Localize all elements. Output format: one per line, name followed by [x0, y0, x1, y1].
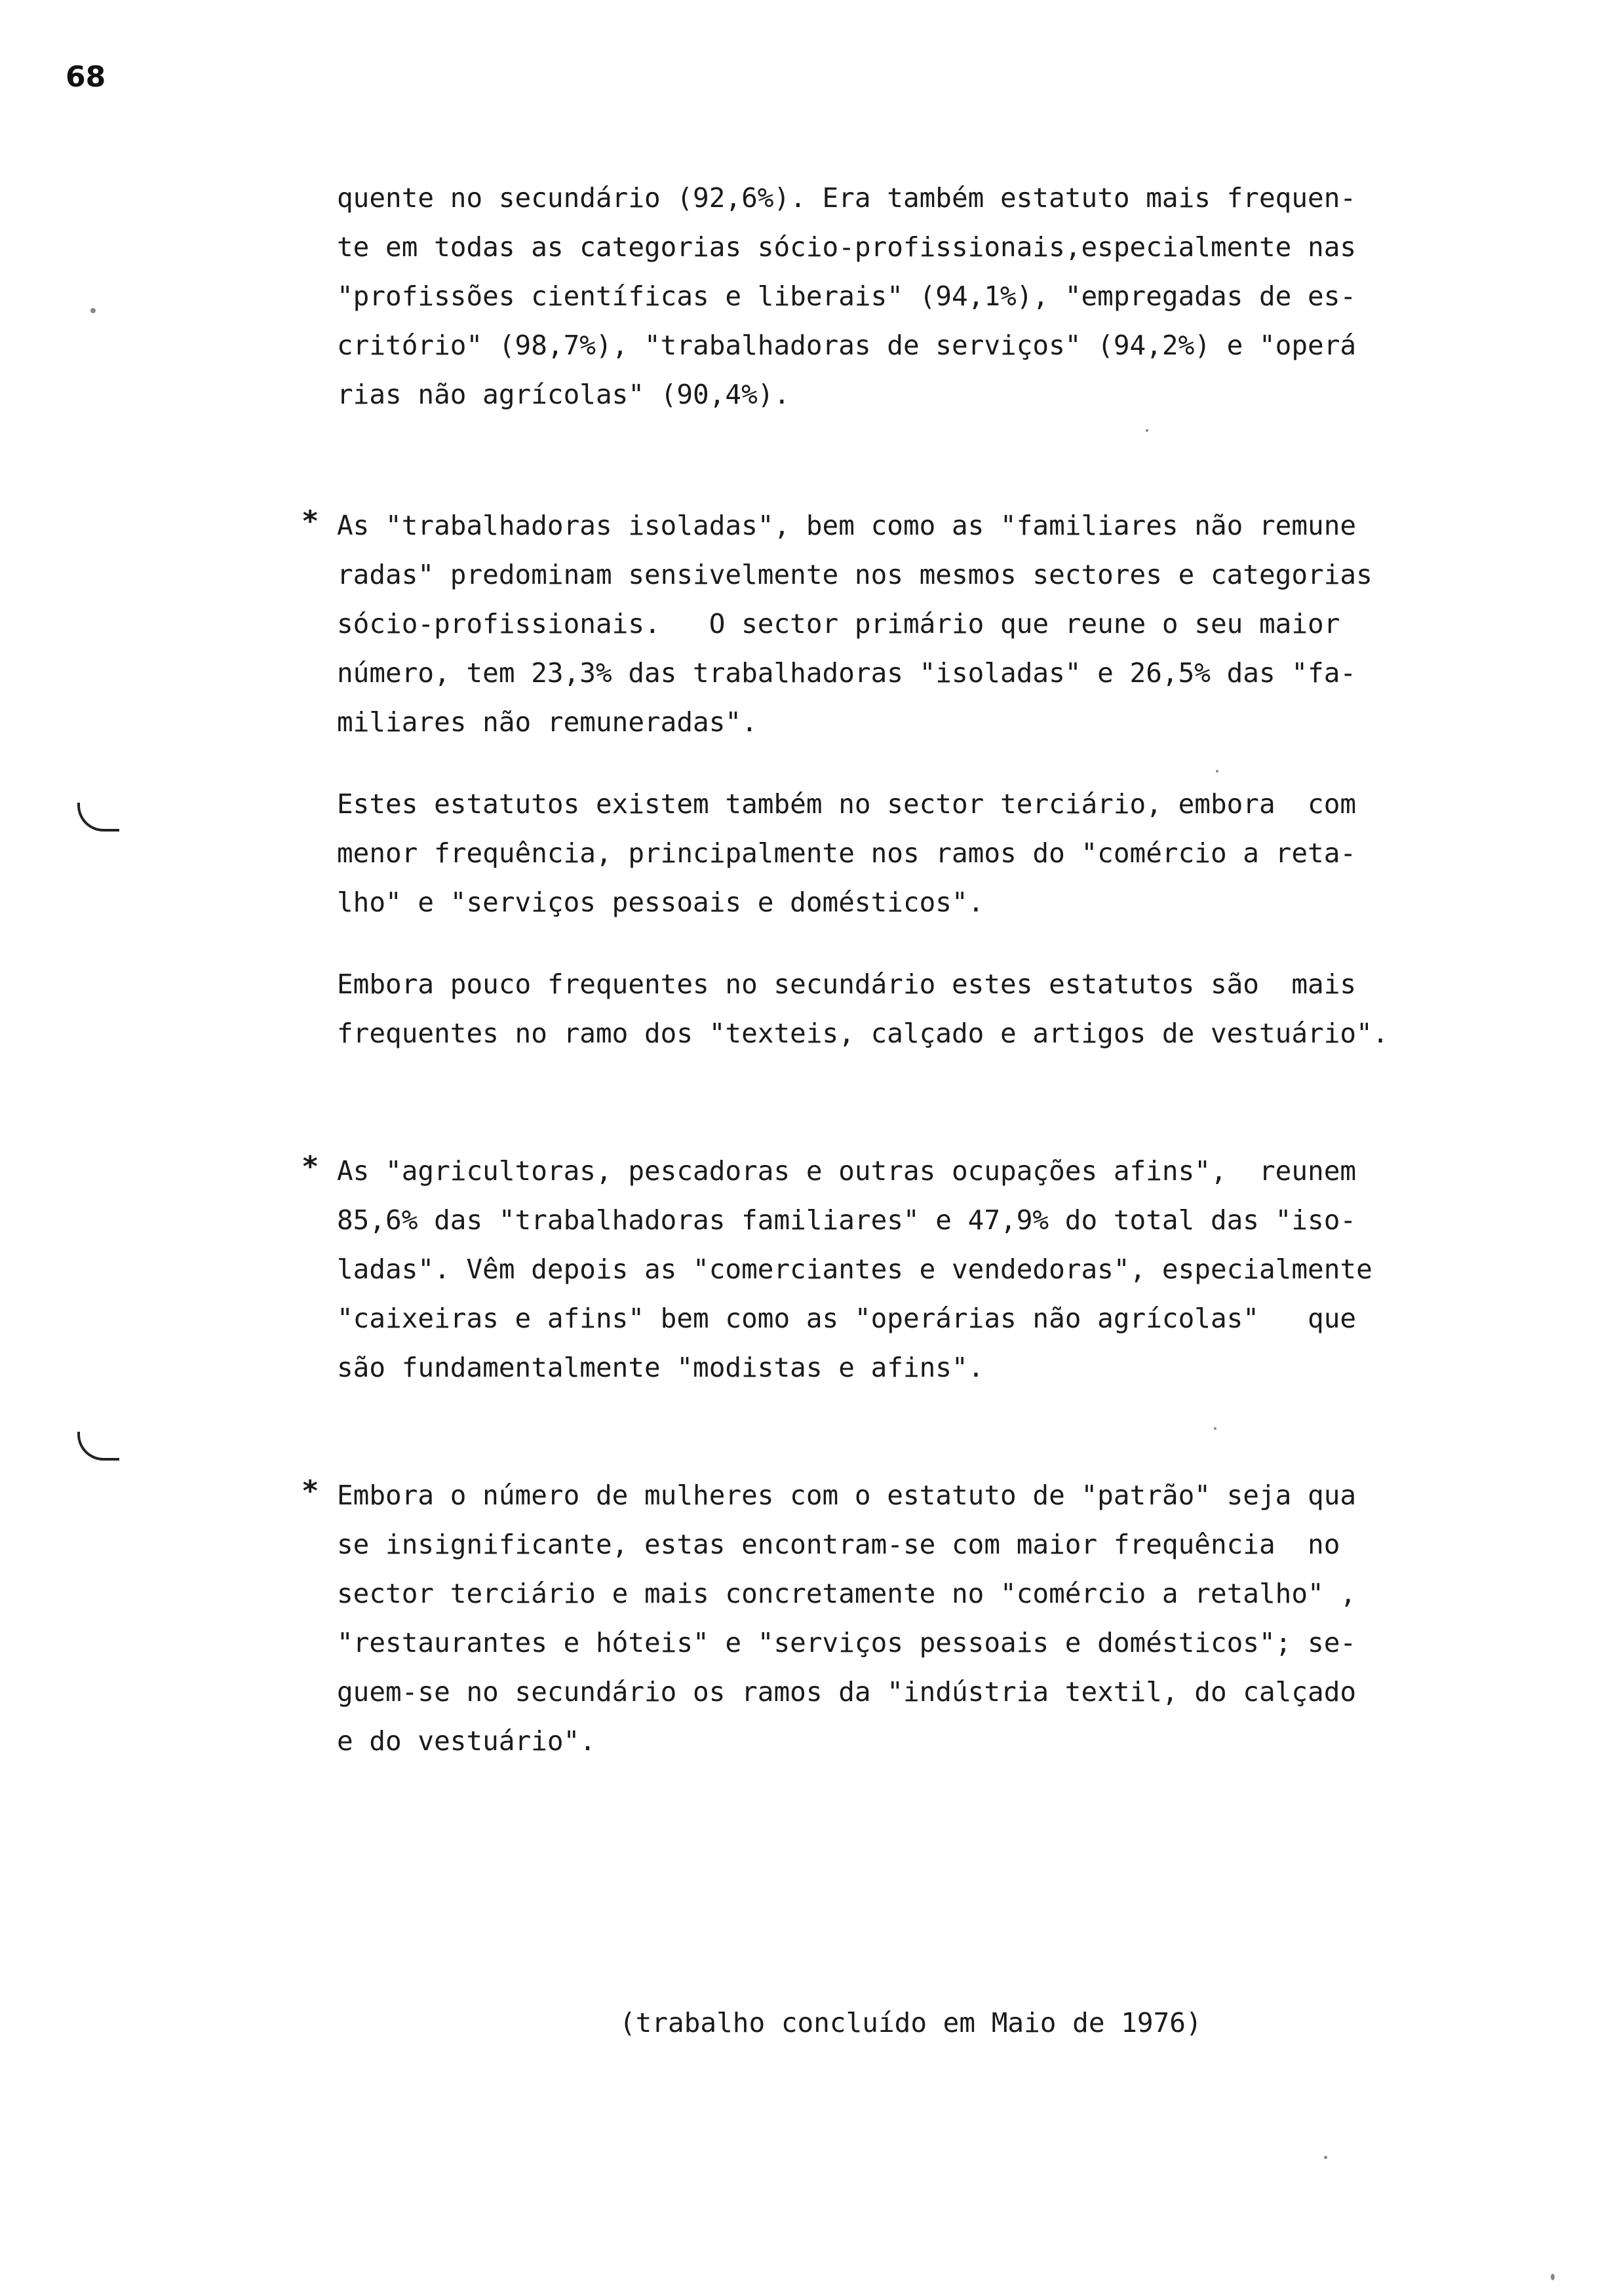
- binding-mark: [77, 1432, 119, 1461]
- text-line: As "trabalhadoras isoladas", bem como as "familiares não remune: [337, 510, 1357, 541]
- scan-speck: [1146, 429, 1148, 432]
- paragraph-agricultural-workers: [337, 1147, 1399, 1392]
- scan-speck: [1551, 2274, 1555, 2280]
- scan-speck: [1214, 1427, 1216, 1430]
- text-line: ladas". Vêm depois as "comerciantes e vendedoras", especialmente: [337, 1253, 1372, 1285]
- text-line: lho" e "serviços pessoais e domésticos".: [337, 887, 984, 918]
- text-line: sócio-profissionais. O sector primário que reune o seu maior: [337, 608, 1340, 640]
- text-line: menor frequência, principalmente nos ramos do "comércio a reta-: [337, 837, 1357, 869]
- text-line: quente no secundário (92,6%). Era também estatuto mais frequen-: [337, 182, 1357, 214]
- text-line: e do vestuário".: [337, 1725, 596, 1757]
- text-line: Estes estatutos existem também no sector terciário, embora com: [337, 788, 1357, 820]
- text-line: critório" (98,7%), "trabalhadoras de serviços" (94,2%) e "operá: [337, 330, 1357, 361]
- bullet-asterisk: *: [302, 505, 319, 538]
- text-line: número, tem 23,3% das trabalhadoras "isoladas" e 26,5% das "fa-: [337, 657, 1357, 689]
- paragraph-isolated-workers: [337, 501, 1399, 747]
- text-line: são fundamentalmente "modistas e afins".: [337, 1352, 984, 1383]
- scan-speck: [90, 308, 96, 313]
- scan-speck: [1216, 770, 1218, 773]
- text-line: 85,6% das "trabalhadoras familiares" e 47,9% do total das "iso-: [337, 1204, 1357, 1236]
- text-line: "profissões científicas e liberais" (94,1%), "empregadas de es-: [337, 280, 1357, 312]
- bullet-asterisk: *: [302, 1474, 319, 1508]
- text-line: sector terciário e mais concretamente no "comércio a retalho" ,: [337, 1578, 1357, 1609]
- text-line: "restaurantes e hóteis" e "serviços pessoais e domésticos"; se-: [337, 1627, 1357, 1658]
- text-line: "caixeiras e afins" bem como as "operárias não agrícolas" que: [337, 1303, 1357, 1334]
- page-number: 68: [66, 60, 106, 94]
- text-line: As "agricultoras, pescadoras e outras ocupações afins", reunem: [337, 1155, 1357, 1187]
- text-line: radas" predominam sensivelmente nos mesmos sectores e categorias: [337, 559, 1372, 590]
- bullet-asterisk: *: [302, 1150, 319, 1183]
- paragraph-secondary-sector: [337, 960, 1399, 1058]
- paragraph-employer-status: [337, 1471, 1399, 1766]
- text-line: rias não agrícolas" (90,4%).: [337, 379, 790, 410]
- text-line: guem-se no secundário os ramos da "indústria textil, do calçado: [337, 1676, 1357, 1708]
- text-line: Embora pouco frequentes no secundário estes estatutos são mais: [337, 968, 1357, 1000]
- paragraph-continuation: [337, 174, 1399, 419]
- text-line: miliares não remuneradas".: [337, 706, 758, 738]
- scan-speck: [1324, 2156, 1327, 2159]
- text-line: frequentes no ramo dos "texteis, calçado e artigos de vestuário".: [337, 1018, 1389, 1049]
- text-line: Embora o número de mulheres com o estatuto de "patrão" seja qua: [337, 1480, 1357, 1511]
- binding-mark: [77, 803, 119, 832]
- text-line: te em todas as categorias sócio-profissionais,especialmente nas: [337, 231, 1357, 263]
- completion-note: (trabalho concluído em Maio de 1976): [619, 2007, 1202, 2038]
- paragraph-tertiary-sector: [337, 780, 1399, 927]
- text-line: se insignificante, estas encontram-se com maior frequência no: [337, 1529, 1340, 1560]
